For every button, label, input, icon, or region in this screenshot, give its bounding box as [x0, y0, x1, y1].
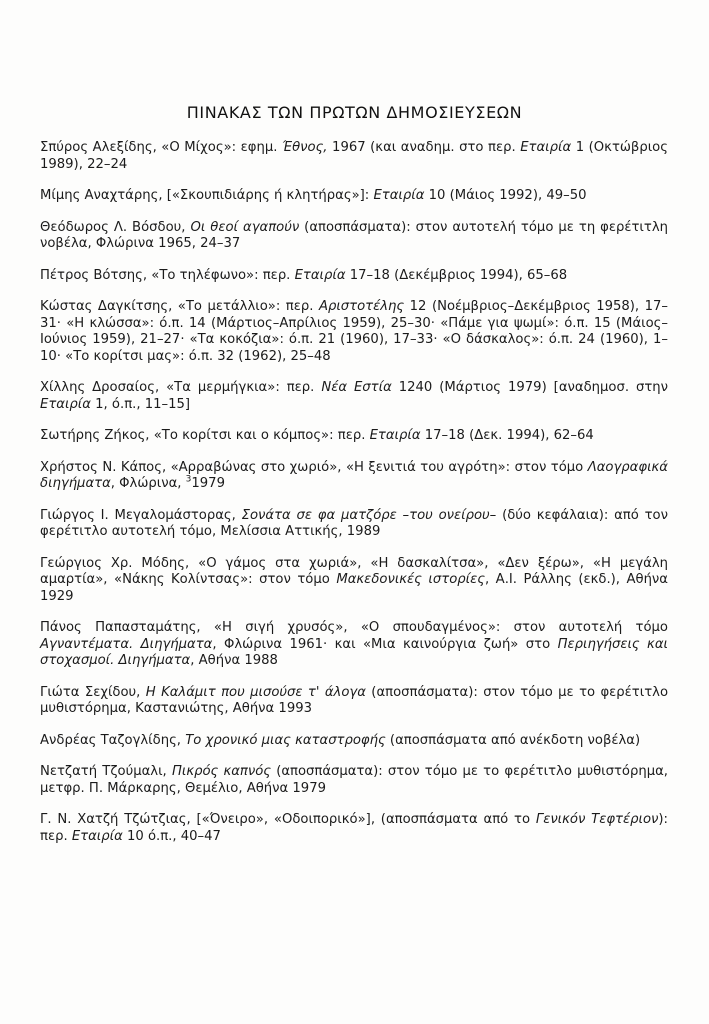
entry-text: 10 (Μάιος 1992), 49–50 — [424, 188, 587, 203]
entry-text: Πέτρος Βότσης, «Το τηλέφωνο»: περ. — [40, 267, 295, 283]
publication-entry — [40, 685, 668, 718]
entry-text: Χρήστος Ν. Κάπος, «Αρραβώνας στο χωριό», «Η ξενιτιά του αγρότη»: στον τόμο — [40, 459, 588, 475]
entry-text: Γιώργος Ι. Μεγαλομάστορας, — [40, 507, 242, 523]
entry-text: Μίμης Αναχτάρης, [«Σκουπιδιάρης ή κλητήρας»]: — [40, 188, 374, 203]
entry-italic-text: Λαογραφικά διηγήματα — [40, 459, 668, 491]
entry-text: , Α.Ι. Ράλλης (εκδ.), Αθήνα 1929 — [40, 572, 668, 604]
entry-text: Νετζατή Τζούμαλι, — [40, 764, 172, 779]
entry-text: (αποσπάσματα): στον αυτοτελή τόμο με τη φερέτιτλη νοβέλα, Φλώρινα 1965, 24–37 — [40, 219, 668, 251]
entry-superscript: 3 — [185, 474, 192, 485]
entry-italic-text: Η Καλάμιτ που μισούσε τ' άλογα — [145, 684, 366, 700]
entry-italic-text: Εταιρία — [294, 267, 346, 283]
entry-text: 12 (Νοέμβριος–Δεκέμβριος 1958), 17–31· «Η κλώσσα»: ό.π. 14 (Μάρτιος–Απρίλιος 1959), 25–30· «Πάμε για ψωμί»: ό.π. 15 (Μάιος–Ιούνιος 1959), 21–27· «Τα κοκόζια»: ό.π. 21 (1960), 17–33· «Ο δάσκαλος»: ό.π. 24 (1960), 1–10· «Το κορίτσι μας»: ό.π. 32 (1962), 25–48 — [40, 299, 668, 364]
entry-italic-text: Γενικόν Τεφτέριον — [535, 812, 659, 827]
entry-text: 10 ό.π., 40–47 — [122, 828, 221, 844]
entry-text: (δύο κεφάλαια): από τον φερέτιτλο αυτοτελή τόμο, Μελίσσια Αττικής, 1989 — [40, 507, 668, 539]
entry-italic-text: Οι θεοί αγαπούν — [190, 219, 300, 235]
entry-text: Γεώργιος Χρ. Μόδης, «Ο γάμος στα χωριά», «Η δασκαλίτσα», «Δεν ξέρω», «Η μεγάλη αμαρτία», «Νάκης Κολίντσας»: στον τόμο — [40, 555, 668, 587]
entry-text: (αποσπάσματα): στον τόμο με το φερέτιτλο μυθιστόρημα, Καστανιώτης, Αθήνα 1993 — [40, 684, 669, 716]
entry-italic-text: Εταιρία — [71, 828, 123, 844]
entry-text: Πάνος Παπασταμάτης, «Η σιγή χρυσός», «Ο σπουδαγμένος»: στον αυτοτελή τόμο — [40, 620, 668, 635]
entry-text: 1240 (Μάρτιος 1979) [αναδημοσ. στην — [391, 380, 668, 395]
entry-text: , Φλώρινα 1961· και «Μια καινούργια ζωή» στο — [212, 636, 558, 652]
entry-text: Θεόδωρος Λ. Βόσδου, — [40, 219, 191, 235]
entry-italic-text: Εταιρία — [40, 396, 91, 412]
publication-entry — [40, 812, 668, 845]
entry-italic-text: Περιηγήσεις και στοχασμοί. Διηγήματα — [40, 636, 668, 668]
entry-italic-text: Σονάτα σε φα ματζόρε –του ονείρου– — [241, 507, 497, 523]
publication-entry — [40, 460, 668, 493]
entry-italic-text: Έθνος, — [281, 140, 328, 155]
entry-italic-text: Αγναντέματα. Διηγήματα — [40, 636, 213, 652]
publication-entry — [40, 428, 668, 445]
entry-text: , Αθήνα 1988 — [190, 653, 278, 668]
entry-text: 1, ό.π., 11–15] — [90, 396, 191, 412]
publication-entry — [40, 508, 668, 541]
entry-text: 17–18 (Δεκ. 1994), 62–64 — [420, 428, 594, 443]
entry-text: Γ. Ν. Χατζή Τζώτζιας, [«Όνειρο», «Οδοιπορικό»], (αποσπάσματα από το — [40, 812, 536, 827]
page-title: ΠΙΝΑΚΑΣ ΤΩΝ ΠΡΩΤΩΝ ΔΗΜΟΣΙΕΥΣΕΩΝ — [186, 103, 523, 122]
entry-text: Γιώτα Σεχίδου, — [40, 684, 146, 700]
entry-italic-text: Αριστοτέλης — [318, 299, 405, 314]
publication-entry — [40, 268, 668, 285]
publication-entry — [40, 380, 668, 413]
entry-italic-text: Μακεδονικές ιστορίες — [336, 572, 485, 587]
entry-text: 1 (Οκτώβριος 1989), 22–24 — [40, 140, 668, 172]
publication-entry — [40, 733, 668, 750]
entry-text: ): περ. — [40, 812, 668, 844]
entry-italic-text: Το χρονικό μιας καταστροφής — [185, 732, 386, 748]
entry-italic-text: Εταιρία — [373, 188, 425, 203]
publication-entry — [40, 188, 668, 205]
publication-entry — [40, 620, 668, 670]
entry-italic-text: Νέα Εστία — [321, 380, 392, 395]
publication-entry — [40, 764, 668, 797]
publication-entry — [40, 140, 668, 173]
entry-text: Κώστας Δαγκίτσης, «Το μετάλλιο»: περ. — [40, 299, 319, 314]
publication-list — [40, 140, 668, 860]
entry-text: Σπύρος Αλεξίδης, «Ο Μίχος»: εφημ. — [40, 140, 282, 155]
publication-entry — [40, 220, 668, 253]
entry-text: 17–18 (Δεκέμβριος 1994), 65–68 — [345, 267, 568, 283]
entry-text: 1979 — [191, 476, 225, 491]
entry-italic-text: Εταιρία — [520, 140, 572, 155]
entry-text: , Φλώρινα, — [110, 476, 186, 491]
publication-entry — [40, 299, 668, 365]
entry-italic-text: Πικρός καπνός — [171, 764, 272, 779]
entry-text: Χίλλης Δροσαίος, «Τα μερμήγκια»: περ. — [40, 380, 322, 395]
entry-text: (αποσπάσματα από ανέκδοτη νοβέλα) — [385, 732, 641, 748]
entry-text: 1967 (και αναδημ. στο περ. — [327, 140, 521, 155]
publication-entry — [40, 556, 668, 606]
entry-text: Σωτήρης Ζήκος, «Το κορίτσι και ο κόμπος»: περ. — [40, 428, 370, 443]
entry-text: (αποσπάσματα): στον τόμο με το φερέτιτλο μυθιστόρημα, μετφρ. Π. Μάρκαρης, Θεμέλιο, Αθήνα 1979 — [40, 764, 668, 796]
entry-text: Ανδρέας Ταζογλίδης, — [40, 732, 186, 748]
entry-italic-text: Εταιρία — [369, 428, 421, 443]
